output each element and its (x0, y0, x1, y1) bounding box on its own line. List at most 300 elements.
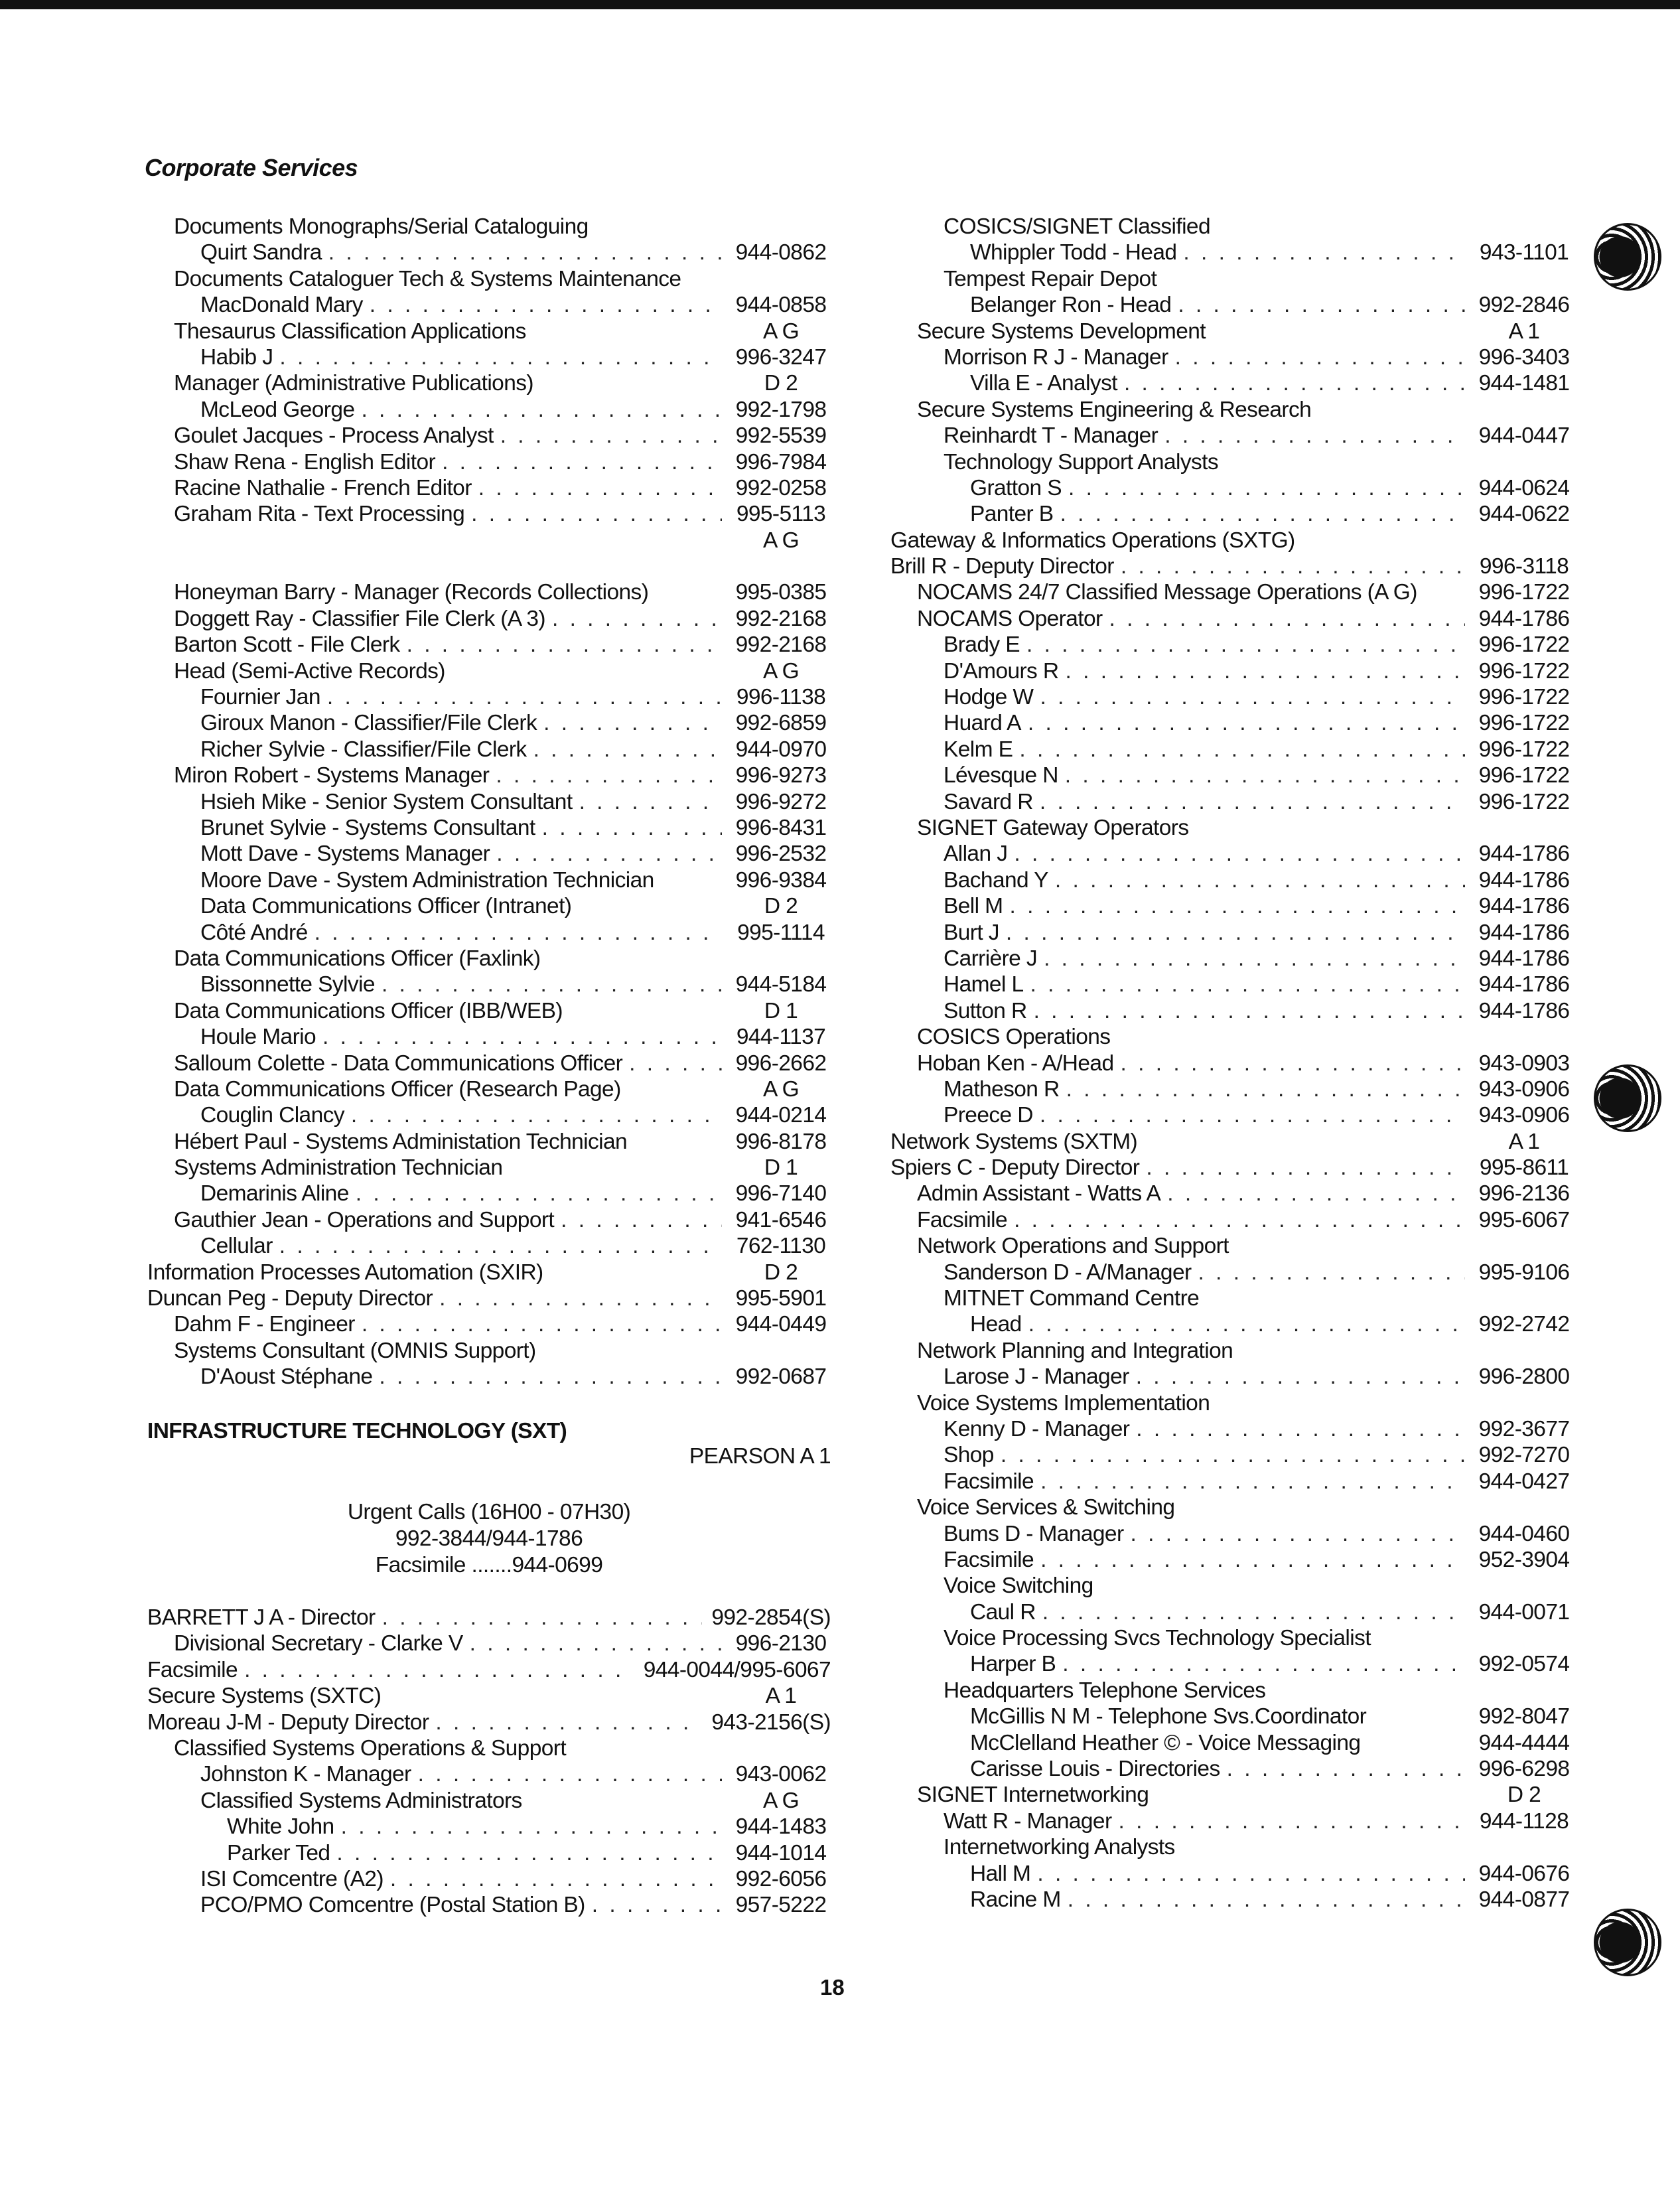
dot-leader (356, 1181, 722, 1206)
phone-number: 944-0447 (1478, 423, 1570, 449)
dot-leader (1001, 1442, 1465, 1468)
phone-number: 996-3403 (1478, 344, 1570, 370)
directory-row (147, 553, 831, 579)
entry-label: Gauthier Jean - Operations and Support (174, 1207, 555, 1232)
directory-row (147, 370, 831, 396)
phone-number: 996-1722 (1478, 711, 1570, 736)
dot-leader (315, 920, 722, 946)
entry-label: Technology Support Analysts (944, 449, 1218, 474)
entry-label: COSICS/SIGNET Classified (944, 214, 1210, 239)
phone-number: 992-0687 (735, 1364, 827, 1390)
phone-number: 992-5539 (735, 423, 827, 449)
entry-label: Systems Consultant (OMNIS Support) (174, 1338, 536, 1363)
directory-row (890, 1782, 1574, 1808)
entry-label: Caul R (970, 1599, 1036, 1625)
entry-label: Hoban Ken - A/Head (917, 1051, 1114, 1076)
directory-row (890, 1207, 1574, 1233)
section-title: Corporate Services (145, 154, 358, 181)
entry-label: Facsimile (147, 1657, 238, 1682)
entry-label: Doggett Ray - Classifier File Clerk (A 3) (174, 606, 545, 631)
phone-number: 943-0062 (735, 1762, 827, 1787)
dot-leader (1009, 893, 1465, 919)
dot-leader (1146, 1155, 1465, 1181)
entry-label: Racine Nathalie - French Editor (174, 475, 472, 500)
left-column (147, 214, 831, 1390)
dot-leader (533, 737, 722, 763)
right-column (890, 214, 1574, 1913)
directory-row (147, 501, 831, 527)
entry-label: Brady E (944, 632, 1020, 658)
dot-leader (1065, 763, 1465, 788)
phone-number: 944-0676 (1478, 1861, 1570, 1886)
entry-label: Côté André (200, 920, 308, 945)
phone-number: 944-1786 (1478, 894, 1570, 919)
dot-leader (1026, 632, 1465, 658)
directory-row (147, 1866, 831, 1892)
dot-leader (1124, 370, 1465, 396)
phone-number: 995-5901 (735, 1286, 827, 1311)
entry-label: Voice Switching (944, 1573, 1093, 1599)
entry-label: Head (970, 1312, 1022, 1337)
entry-label: NOCAMS 24/7 Classified Message Operations (A G) (917, 580, 1417, 605)
directory-row (147, 1233, 831, 1259)
entry-label: Hsieh Mike - Senior System Consultant (200, 789, 573, 814)
entry-label: Reinhardt T - Manager (944, 423, 1158, 449)
phone-number: 996-1722 (1478, 685, 1570, 710)
directory-row (890, 893, 1574, 919)
directory-row (147, 1102, 831, 1128)
entry-label: Data Communications Officer (Faxlink) (174, 946, 541, 971)
entry-label: Thesaurus Classification Applications (174, 319, 526, 344)
directory-row (890, 867, 1574, 893)
dot-leader (382, 972, 722, 997)
directory-row (890, 1129, 1574, 1155)
dot-leader (1040, 1469, 1465, 1494)
dot-leader (1164, 423, 1465, 449)
entry-label: Houle Mario (200, 1025, 316, 1050)
phone-number: D 2 (764, 371, 798, 396)
directory-row (890, 658, 1574, 684)
entry-label: Barton Scott - File Clerk (174, 632, 400, 658)
entry-label: MacDonald Mary (200, 293, 363, 318)
directory-row (147, 214, 831, 240)
phone-number: 944-0970 (735, 737, 827, 762)
phone-number: 952-3904 (1478, 1547, 1570, 1572)
entry-label: Admin Assistant - Watts A (917, 1181, 1161, 1206)
phone-number: 944-1786 (1478, 867, 1570, 893)
directory-row (890, 1573, 1574, 1599)
dot-leader (1028, 710, 1465, 736)
phone-number: 944-4444 (1478, 1730, 1570, 1755)
dot-leader (390, 1866, 722, 1892)
entry-label: Facsimile (944, 1547, 1034, 1572)
entry-label: White John (227, 1814, 334, 1840)
entry-label: Information Processes Automation (SXIR) (147, 1260, 543, 1285)
phone-number: 996-1722 (1478, 789, 1570, 814)
phone-number: 996-8431 (735, 815, 827, 840)
phone-number: 944-1137 (736, 1025, 826, 1050)
entry-label: Duncan Peg - Deputy Director (147, 1286, 433, 1311)
entry-label: Shop (944, 1443, 994, 1468)
bell-logo-icon (1594, 1064, 1661, 1132)
directory-row (890, 1364, 1574, 1390)
phone-number: 992-0574 (1478, 1652, 1570, 1677)
entry-label: Facsimile (917, 1207, 1008, 1232)
dot-leader (1006, 920, 1465, 946)
entry-label: Hall M (970, 1861, 1031, 1886)
directory-row (147, 763, 831, 788)
entry-label: Bell M (944, 894, 1003, 919)
phone-number: 996-7984 (735, 449, 827, 474)
entry-label: Internetworking Analysts (944, 1835, 1175, 1860)
phone-number: 944-0449 (735, 1312, 827, 1337)
entry-label: ISI Comcentre (A2) (200, 1866, 384, 1891)
phone-number: 944-0622 (1478, 502, 1570, 527)
entry-label: Quirt Sandra (200, 240, 322, 265)
directory-row (890, 1338, 1574, 1364)
phone-number: 944-1786 (1478, 998, 1570, 1023)
directory-row (890, 423, 1574, 449)
directory-row (147, 1631, 831, 1656)
entry-label: Sanderson D - A/Manager (944, 1260, 1192, 1285)
dot-leader (1198, 1260, 1465, 1285)
entry-label: McGillis N M - Telephone Svs.Coordinator (970, 1704, 1367, 1729)
directory-row (890, 841, 1574, 867)
directory-row (147, 1657, 831, 1683)
phone-number: 992-2168 (735, 632, 827, 658)
phone-number: 992-6859 (735, 711, 827, 736)
directory-row (147, 1683, 831, 1709)
directory-row (890, 1260, 1574, 1285)
phone-number: 944-1786 (1478, 606, 1570, 631)
dot-leader (1028, 1311, 1465, 1337)
directory-row (890, 553, 1574, 579)
urgent-calls-numbers: 992-3844/944-1786 (395, 1526, 583, 1551)
phone-number: 992-6056 (735, 1866, 827, 1891)
phone-number: 996-7140 (735, 1181, 827, 1206)
directory-row (890, 1651, 1574, 1677)
phone-number: 944-0858 (735, 293, 827, 318)
phone-number: 995-1114 (737, 920, 825, 945)
directory-row (147, 475, 831, 501)
directory-row (890, 1887, 1574, 1913)
phone-number: 996-9272 (735, 789, 827, 814)
dot-leader (1066, 658, 1465, 684)
dot-leader (244, 1657, 634, 1683)
dot-leader (1175, 344, 1465, 370)
entry-label: Data Communications Officer (Intranet) (200, 894, 572, 919)
entry-label: Head (Semi-Active Records) (174, 658, 445, 684)
dot-leader (496, 763, 722, 788)
directory-row (890, 1834, 1574, 1860)
phone-number: 996-2662 (735, 1051, 827, 1076)
directory-row (890, 737, 1574, 763)
entry-label: Graham Rita - Text Processing (174, 502, 465, 527)
entry-label: COSICS Operations (917, 1025, 1111, 1050)
directory-row (890, 1547, 1574, 1573)
dot-leader (470, 1631, 722, 1656)
directory-row (890, 946, 1574, 972)
entry-label: Burt J (944, 920, 999, 945)
directory-row (890, 1678, 1574, 1704)
dot-leader (579, 789, 722, 815)
entry-label: NOCAMS Operator (917, 606, 1103, 631)
phone-number: 944-1128 (1479, 1808, 1569, 1834)
phone-number: 992-0258 (735, 475, 827, 500)
entry-label: Johnston K - Manager (200, 1762, 411, 1787)
phone-number: A G (762, 1788, 800, 1813)
phone-number: 992-1798 (735, 397, 827, 422)
dot-leader (1183, 240, 1465, 265)
entry-label: Classified Systems Operations & Support (174, 1735, 567, 1761)
phone-number: 944-1481 (1478, 371, 1570, 396)
entry-label: Secure Systems (SXTC) (147, 1684, 382, 1709)
phone-number: 995-6067 (1478, 1207, 1570, 1232)
dot-leader (1178, 292, 1465, 318)
directory-row (147, 972, 831, 997)
entry-label: Harper B (970, 1652, 1056, 1677)
dot-leader (442, 449, 722, 475)
phone-number: A G (762, 658, 800, 684)
directory-row (890, 292, 1574, 318)
dot-leader (1034, 998, 1465, 1024)
entry-label: Facsimile (944, 1469, 1034, 1494)
directory-row (890, 1390, 1574, 1416)
dot-leader (1119, 1808, 1465, 1834)
directory-row (147, 737, 831, 763)
directory-row (890, 579, 1574, 605)
phone-number: 996-1722 (1478, 763, 1570, 788)
dot-leader (279, 344, 722, 370)
entry-label: Savard R (944, 789, 1033, 814)
phone-number: 943-2156(S) (711, 1710, 831, 1735)
entry-label: Secure Systems Development (917, 319, 1206, 344)
dot-leader (382, 1605, 703, 1631)
dot-leader (407, 632, 722, 658)
phone-number: 992-7270 (1478, 1443, 1570, 1468)
dot-leader (1040, 1102, 1465, 1128)
entry-label: SIGNET Gateway Operators (917, 815, 1189, 840)
directory-row (890, 1521, 1574, 1547)
entry-label: McLeod George (200, 397, 355, 422)
phone-number: D 2 (1507, 1783, 1541, 1808)
page-number: 18 (820, 1975, 845, 2000)
directory-row (890, 1102, 1574, 1128)
urgent-calls-label: Urgent Calls (16H00 - 07H30) (347, 1500, 631, 1524)
directory-row (890, 632, 1574, 658)
entry-label: Network Operations and Support (917, 1234, 1229, 1259)
dot-leader (1014, 841, 1465, 867)
entry-label: Dahm F - Engineer (174, 1312, 355, 1337)
entry-label: Gateway & Informatics Operations (SXTG) (890, 528, 1295, 553)
directory-row (147, 240, 831, 265)
phone-number: 992-2846 (1478, 293, 1570, 318)
directory-row (147, 1181, 831, 1206)
phone-number: A G (762, 319, 800, 344)
phone-number: 944-1786 (1478, 946, 1570, 971)
entry-label: Kenny D - Manager (944, 1416, 1130, 1441)
dot-leader (478, 475, 722, 501)
dot-leader (552, 606, 722, 632)
phone-number: 992-2854(S) (711, 1605, 831, 1630)
infrastructure-location: PEARSON A 1 (689, 1444, 831, 1469)
entry-label: Racine M (970, 1887, 1061, 1912)
entry-label: Fournier Jan (200, 685, 320, 710)
directory-row (147, 998, 831, 1024)
dot-leader (629, 1051, 722, 1076)
dot-leader (341, 1814, 722, 1840)
dot-leader (370, 292, 722, 318)
directory-row (890, 397, 1574, 423)
directory-row (890, 475, 1574, 501)
directory-row (890, 319, 1574, 344)
directory-row (890, 1808, 1574, 1834)
dot-leader (1030, 972, 1465, 997)
entry-label: Matheson R (944, 1076, 1060, 1102)
entry-label: Honeyman Barry - Manager (Records Collections) (174, 580, 649, 605)
phone-number: 944-0071 (1478, 1599, 1570, 1625)
entry-label: Cellular (200, 1234, 273, 1259)
directory-row (147, 1311, 831, 1337)
entry-label: Voice Processing Svcs Technology Specialist (944, 1626, 1371, 1651)
directory-row (147, 344, 831, 370)
entry-label: Systems Administration Technician (174, 1155, 503, 1181)
dot-leader (351, 1102, 722, 1128)
directory-row (890, 1599, 1574, 1625)
dot-leader (1136, 1416, 1465, 1442)
directory-row (890, 1181, 1574, 1206)
directory-row (890, 266, 1574, 292)
entry-label: Morrison R J - Manager (944, 344, 1168, 370)
directory-row (890, 370, 1574, 396)
phone-number: 944-1483 (735, 1814, 827, 1840)
phone-number: 944-0044/995-6067 (643, 1657, 831, 1682)
directory-row (890, 1024, 1574, 1050)
entry-label: Documents Cataloguer Tech & Systems Maintenance (174, 266, 681, 291)
entry-label: Kelm E (944, 737, 1013, 762)
directory-row (147, 1761, 831, 1787)
directory-row (147, 319, 831, 344)
phone-number: 944-0460 (1478, 1521, 1570, 1546)
directory-row (147, 1024, 831, 1050)
dot-leader (561, 1207, 722, 1233)
entry-label: SIGNET Internetworking (917, 1783, 1149, 1808)
entry-label: Moreau J-M - Deputy Director (147, 1710, 429, 1735)
phone-number: 957-5222 (735, 1893, 827, 1918)
directory-row (890, 920, 1574, 946)
entry-label: BARRETT J A - Director (147, 1605, 376, 1630)
entry-label: Manager (Administrative Publications) (174, 371, 533, 396)
entry-label: Demarinis Aline (200, 1181, 349, 1206)
phone-number: 996-1722 (1478, 632, 1570, 658)
directory-row (147, 815, 831, 841)
facsimile-line: Facsimile .......944-0699 (375, 1553, 603, 1577)
phone-number: 944-1786 (1478, 841, 1570, 867)
entry-label: Documents Monographs/Serial Cataloguing (174, 214, 589, 239)
phone-number: A 1 (1508, 1129, 1540, 1154)
dot-leader (361, 397, 722, 423)
dot-leader (1040, 684, 1465, 710)
entry-label: Whippler Todd - Head (970, 240, 1177, 265)
entry-label: Secure Systems Engineering & Research (917, 397, 1312, 422)
directory-row (890, 1861, 1574, 1887)
directory-row (890, 1442, 1574, 1468)
phone-number: 996-2800 (1478, 1364, 1570, 1390)
directory-row (147, 946, 831, 972)
dot-leader (542, 815, 722, 841)
phone-number: 943-0906 (1478, 1076, 1570, 1102)
dot-leader (327, 684, 722, 710)
dot-leader (500, 423, 722, 449)
directory-row (147, 867, 831, 893)
dot-leader (1044, 946, 1465, 972)
entry-label: Network Systems (SXTM) (890, 1129, 1138, 1154)
phone-number: 992-3677 (1478, 1416, 1570, 1441)
phone-number: 944-1786 (1478, 920, 1570, 945)
entry-label: McClelland Heather © - Voice Messaging (970, 1730, 1361, 1755)
entry-label: D'Amours R (944, 658, 1059, 684)
directory-row (147, 1814, 831, 1840)
dot-leader (362, 1311, 722, 1337)
entry-label: Brill R - Deputy Director (890, 554, 1114, 579)
dot-leader (1040, 789, 1465, 815)
directory-row (147, 579, 831, 605)
directory-row (890, 1730, 1574, 1756)
directory-row (147, 632, 831, 658)
directory-row (147, 920, 831, 946)
entry-label: Bums D - Manager (944, 1521, 1124, 1546)
entry-label: Sutton R (944, 998, 1027, 1023)
entry-label: Goulet Jacques - Process Analyst (174, 423, 494, 449)
directory-row (147, 1788, 831, 1814)
entry-label: Salloum Colette - Data Communications Officer (174, 1051, 623, 1076)
dot-leader (379, 1364, 722, 1390)
phone-number: 944-0862 (735, 240, 827, 265)
entry-label: Classified Systems Administrators (200, 1788, 522, 1813)
entry-label: Hodge W (944, 685, 1034, 710)
phone-number: 943-1101 (1479, 240, 1569, 265)
directory-row (147, 1840, 831, 1866)
entry-label: Bissonnette Sylvie (200, 972, 375, 997)
entry-label: Hébert Paul - Systems Administation Technician (174, 1129, 628, 1154)
entry-label: Giroux Manon - Classifier/File Clerk (200, 711, 537, 736)
phone-number: D 1 (764, 998, 798, 1023)
dot-leader (1121, 553, 1465, 579)
directory-row (890, 1494, 1574, 1520)
phone-number: 996-9273 (735, 763, 827, 788)
directory-row (147, 1710, 831, 1735)
directory-row (890, 606, 1574, 632)
phone-number: 992-2742 (1478, 1312, 1570, 1337)
phone-number: 996-2136 (1478, 1181, 1570, 1206)
dot-leader (1227, 1756, 1465, 1782)
directory-row (890, 240, 1574, 265)
entry-label: Couglin Clancy (200, 1103, 344, 1128)
entry-label: Network Planning and Integration (917, 1338, 1233, 1363)
phone-number: 941-6546 (735, 1207, 827, 1232)
directory-row (147, 893, 831, 919)
entry-label: Habib J (200, 344, 273, 370)
entry-label: PCO/PMO Comcentre (Postal Station B) (200, 1893, 585, 1918)
dot-leader (322, 1024, 722, 1050)
directory-row (147, 1260, 831, 1285)
directory-row (890, 815, 1574, 841)
directory-row (147, 1364, 831, 1390)
entry-label: Mott Dave - Systems Manager (200, 841, 490, 867)
dot-leader (1167, 1181, 1465, 1206)
entry-label: D'Aoust Stéphane (200, 1364, 373, 1390)
directory-row (147, 1285, 831, 1311)
